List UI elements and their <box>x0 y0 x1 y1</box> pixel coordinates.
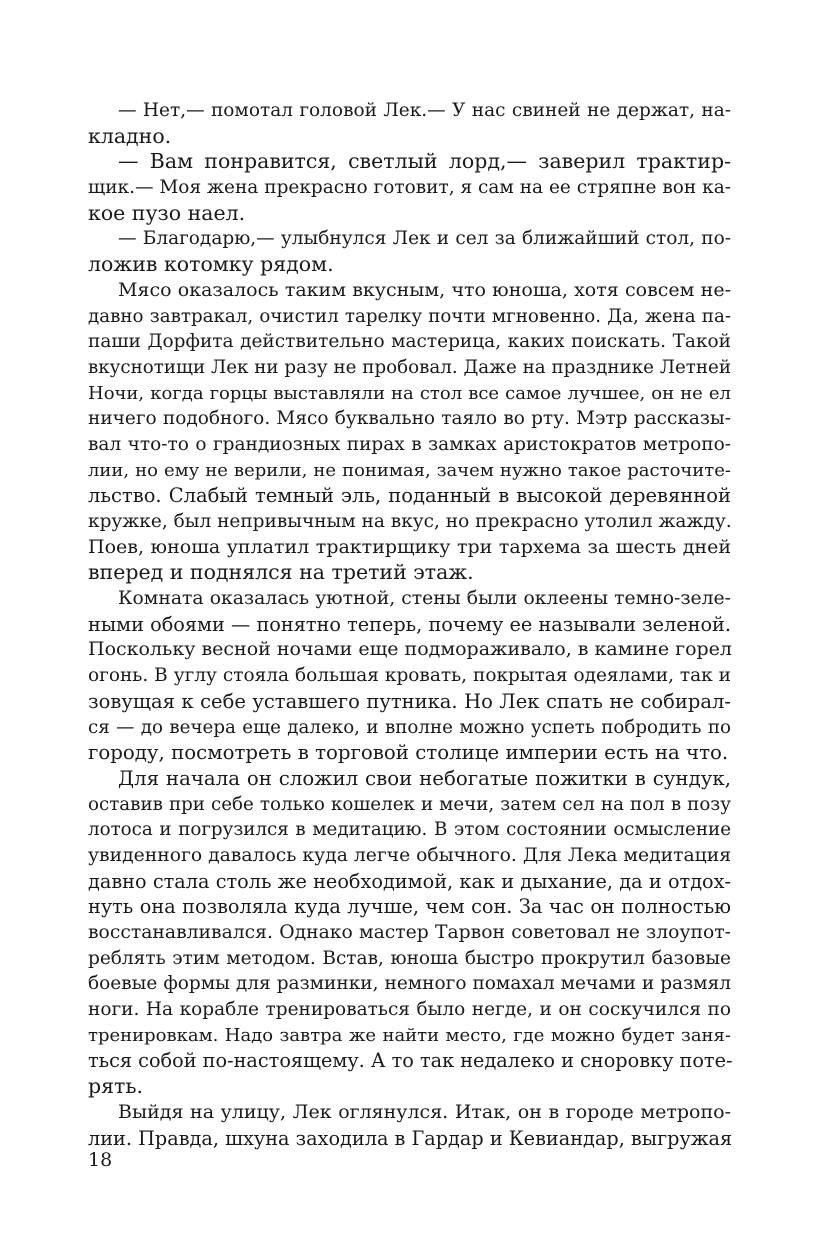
text-line: Комната оказалась уютной, стены были оклеены темно-зеле- <box>118 588 731 610</box>
text-line: ноги. На корабле тренироваться было негде, и он соскучился по <box>88 999 731 1021</box>
text-line: вал что-то о грандиозных пирах в замках аристократов метропо- <box>88 433 731 455</box>
text-line: городу, посмотреть в торговой столице империи есть на что. <box>88 741 729 765</box>
text-line: вперед и поднялся на третий этаж. <box>88 560 474 585</box>
text-line: кладно. <box>88 123 172 148</box>
text-line: нуть она позволяла куда лучше, чем сон. За час он полностью <box>88 895 731 919</box>
text-line: ться собой по-настоящему. А то так недалеко и сноровку поте- <box>88 1049 733 1073</box>
body-text <box>88 98 731 1151</box>
page-number: 18 <box>88 1149 113 1171</box>
text-line: зовущая к себе уставшего путника. Но Лек спать не собирал- <box>88 689 731 713</box>
text-line: давно завтракал, очистил тарелку почти мгновенно. Да, жена па- <box>88 305 731 327</box>
text-line: лии. Правда, шхуна заходила в Гардар и Кевиандар, выгружая <box>88 1126 733 1150</box>
text-line: боевые формы для разминки, немного помахал мечами и размял <box>88 973 731 995</box>
text-line: ными обоями — понятно теперь, почему ее называли зеленой. <box>88 612 731 636</box>
text-line: Мясо оказалось таким вкусным, что юноша, хотя совсем не- <box>118 278 731 301</box>
text-line: — Нет,— помотал головой Лек.— У нас свиней не держат, на- <box>118 100 731 121</box>
text-line: — Вам понравится, светлый лорд,— заверил трактир- <box>118 149 731 174</box>
text-line: лии, но ему не верили, не понимая, зачем нужно такое расточите- <box>88 459 731 481</box>
text-line: лотоса и погрузился в медитацию. В этом состоянии осмысление <box>88 819 731 841</box>
text-line: восстанавливался. Однако мастер Тарвон советовал не злоупот- <box>88 922 731 943</box>
text-line: Для начала он сложил свои небогатые пожитки в сундук, <box>118 766 731 790</box>
text-line: оставив при себе только кошелек и мечи, затем сел на пол в позу <box>88 793 731 815</box>
text-line: кружке, был непривычным на вкус, но прекрасно утолил жажду. <box>88 511 732 532</box>
text-line: огонь. В углу стояла большая кровать, покрытая одеялами, так и <box>88 665 731 687</box>
text-line: льство. Слабый темный эль, поданный в высокой деревянной <box>88 484 731 508</box>
text-line: ложив котомку рядом. <box>88 252 334 277</box>
text-line: Ночи, когда горцы выставляли на стол все самое лучшее, он не ел <box>88 382 731 404</box>
text-line: давно стала столь же необходимой, как и дыхание, да и отдох- <box>88 869 731 893</box>
text-line: ся — до вечера еще далеко, и вполне можно успеть побродить по <box>88 716 731 738</box>
text-line: щик.— Моя жена прекрасно готовит, я сам на ее стряпне вон ка- <box>88 177 731 199</box>
text-line: Поев, юноша уплатил трактирщику три тархема за шесть дней <box>88 535 731 558</box>
text-line: вкуснотищи Лек ни разу не пробовал. Даже на празднике Летней <box>88 356 731 378</box>
text-line: паши Дорфита действительно мастерица, каких поискать. Такой <box>88 331 731 353</box>
text-line: рять. <box>88 1074 144 1099</box>
text-line: ничего подобного. Мясо буквально таяло во рту. Мэтр рассказы- <box>88 408 731 430</box>
text-line: реблять этим методом. Встав, юноша быстро прокрутил базовые <box>88 947 731 969</box>
text-line: тренировкам. Надо завтра же найти место, где можно будет заня- <box>88 1024 731 1046</box>
text-line: — Благодарю,— улыбнулся Лек и сел за ближайший стол, по- <box>118 228 731 250</box>
text-line: Поскольку весной ночами еще подмораживало, в камине горел <box>88 638 732 661</box>
text-line: Выйдя на улицу, Лек оглянулся. Итак, он в городе метропо- <box>118 1100 731 1123</box>
text-line: кое пузо наел. <box>88 200 246 225</box>
text-line: увиденного давалось куда легче обычного. Для Лека медитация <box>88 844 732 866</box>
